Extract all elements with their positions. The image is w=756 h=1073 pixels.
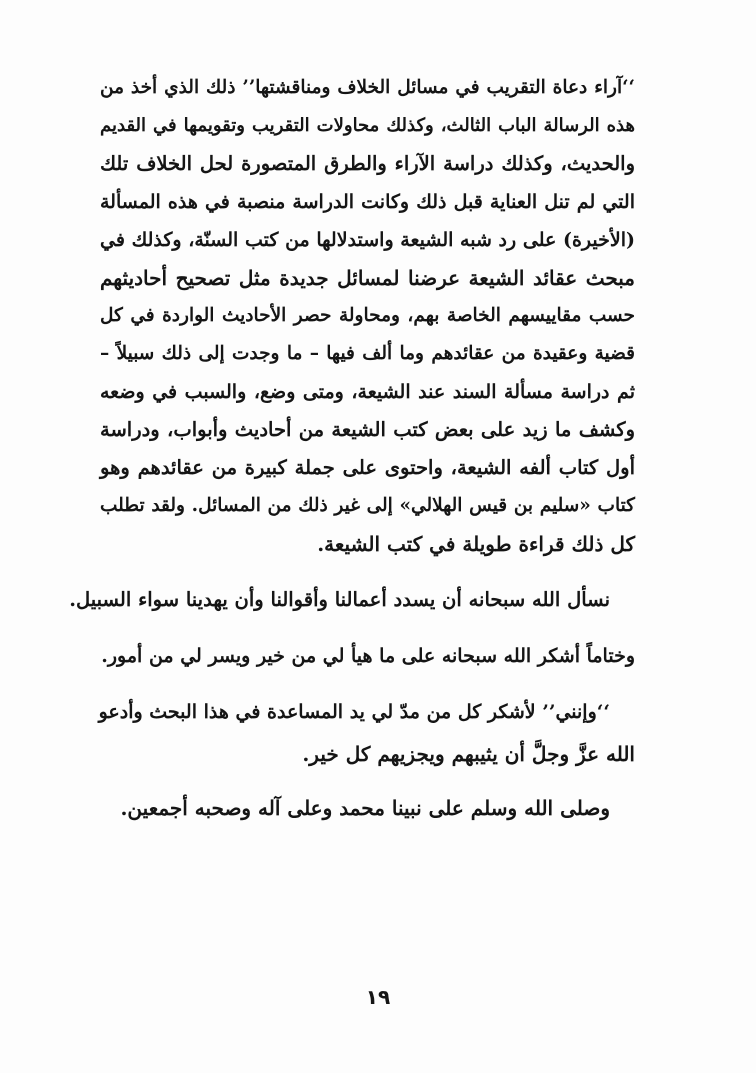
page-number: ١٩ (365, 985, 391, 1009)
text-line: والحديث، وكذلك دراسة الآراء والطرق المتصورة لحل الخلاف تلك (100, 152, 635, 175)
text-line: مبحث عقائد الشيعة عرضنا لمسائل جديدة مثل تصحيح أحاديثهم (100, 266, 635, 290)
text-line: التي لم تنل العناية قبل ذلك وكانت الدراسة منصبة في هذه المسألة (100, 191, 635, 213)
text-line: حسب مقاييسهم الخاصة بهم، ومحاولة حصر الأحاديث الواردة في كل (100, 305, 635, 326)
text-line: ‘‘وإنني’’ لأشكر كل من مدّ لي يد المساعدة في هذا البحث وأدعو (98, 701, 610, 723)
text-line: كتاب «سليم بن قيس الهلالي» إلى غير ذلك من المسائل. ولقد تطلب (100, 495, 635, 516)
text-line: وكشف ما زيد على بعض كتب الشيعة من أحاديث وأبواب، ودراسة (100, 418, 635, 441)
text-line: أول كتاب ألفه الشيعة، واحتوى على جملة كبيرة من عقائدهم وهو (100, 456, 635, 479)
text-line: (الأخيرة) على رد شبه الشيعة واستدلالها من كتب السنّة، وكذلك في (100, 229, 635, 251)
text-line: الله عزَّ وجلَّ أن يثيبهم ويجزيهم كل خير. (302, 742, 635, 766)
text-line: ثم دراسة مسألة السند عند الشيعة، ومتى وضع، والسبب في وضعه (100, 381, 635, 403)
paragraph-salutation: وصلى الله وسلم على نبينا محمد وعلى آله وصحبه أجمعين. (120, 796, 610, 820)
paragraph-prayer: نسأل الله سبحانه أن يسدد أعمالنا وأقوالنا وأن يهدينا سواء السبيل. (69, 588, 610, 611)
text-line: كل ذلك قراءة طويلة في كتب الشيعة. (317, 532, 635, 556)
paragraph-closing-thanks: وختاماً أشكر الله سبحانه على ما هيأ لي من خير ويسر لي من أمور. (101, 645, 635, 667)
text-line: هذه الرسالة الباب الثالث، وكذلك محاولات التقريب وتقويمها في القديم (100, 115, 635, 136)
text-line: قضية وعقيدة من عقائدهم وما ألف فيها – ما وجدت إلى ذلك سبيلاً – (100, 343, 635, 364)
text-line: ‘‘آراء دعاة التقريب في مسائل الخلاف ومناقشتها’’ ذلك الذي أخذ من (100, 77, 635, 98)
